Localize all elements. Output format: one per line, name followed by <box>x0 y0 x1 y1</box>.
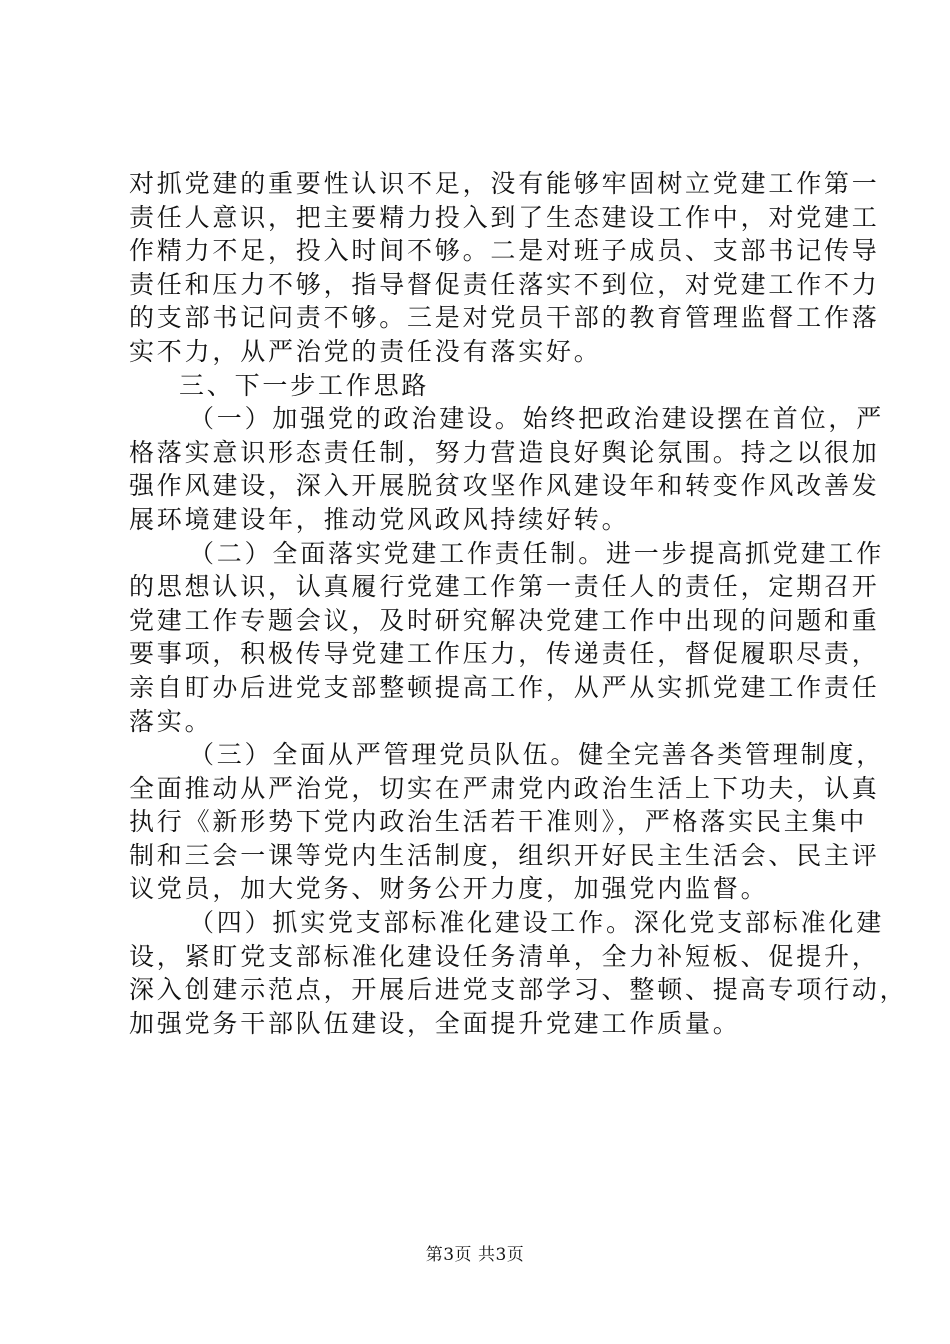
text-line: 全面推动从严治党，切实在严肃党内政治生活上下功夫，认真 <box>129 773 880 803</box>
text-line: 制和三会一课等党内生活制度，组织开好民主生活会、民主评 <box>129 840 880 870</box>
document-body <box>129 167 908 1040</box>
text-line: 亲自盯办后进党支部整顿提高工作，从严从实抓党建工作责任 <box>129 672 880 702</box>
text-line: 责任和压力不够，指导督促责任落实不到位，对党建工作不力 <box>129 269 880 299</box>
text-line: （四）抓实党支部标准化建设工作。深化党支部标准化建 <box>189 908 885 938</box>
page-footer: 第3页 共3页 <box>425 1245 525 1265</box>
text-line: 执行《新形势下党内政治生活若干准则》，严格落实民主集中 <box>129 807 868 837</box>
text-line: 实不力，从严治党的责任没有落实好。 <box>129 336 602 366</box>
text-line: 深入创建示范点，开展后进党支部学习、整顿、提高专项行动， <box>129 975 908 1005</box>
text-line: 的思想认识，认真履行党建工作第一责任人的责任，定期召开 <box>129 572 880 602</box>
text-line: 三、下一步工作思路 <box>179 370 430 400</box>
text-line: 展环境建设年，推动党风政风持续好转。 <box>129 504 630 534</box>
text-line: 加强党务干部队伍建设，全面提升党建工作质量。 <box>129 1008 741 1038</box>
text-line: 对抓党建的重要性认识不足，没有能够牢固树立党建工作第一 <box>129 169 880 198</box>
text-line: 的支部书记问责不够。三是对党员干部的教育管理监督工作落 <box>129 303 880 333</box>
text-line: 党建工作专题会议，及时研究解决党建工作中出现的问题和重 <box>129 605 880 635</box>
text-line: 强作风建设，深入开展脱贫攻坚作风建设年和转变作风改善发 <box>129 471 880 501</box>
text-line: （二）全面落实党建工作责任制。进一步提高抓党建工作 <box>189 538 885 568</box>
text-line: （一）加强党的政治建设。始终把政治建设摆在首位，严 <box>189 404 885 434</box>
text-line: 落实。 <box>129 706 213 736</box>
text-line: 格落实意识形态责任制，努力营造良好舆论氛围。持之以很加 <box>129 437 880 467</box>
text-line: （三）全面从严管理党员队伍。健全完善各类管理制度， <box>189 740 885 770</box>
text-line: 要事项，积极传导党建工作压力，传递责任，督促履职尽责， <box>129 639 880 669</box>
text-line: 设，紧盯党支部标准化建设任务清单，全力补短板、促提升， <box>129 941 880 971</box>
text-line: 责任人意识，把主要精力投入到了生态建设工作中，对党建工 <box>129 202 880 232</box>
text-line: 议党员，加大党务、财务公开力度，加强党内监督。 <box>129 874 769 904</box>
text-line: 作精力不足，投入时间不够。二是对班子成员、支部书记传导 <box>129 236 880 266</box>
